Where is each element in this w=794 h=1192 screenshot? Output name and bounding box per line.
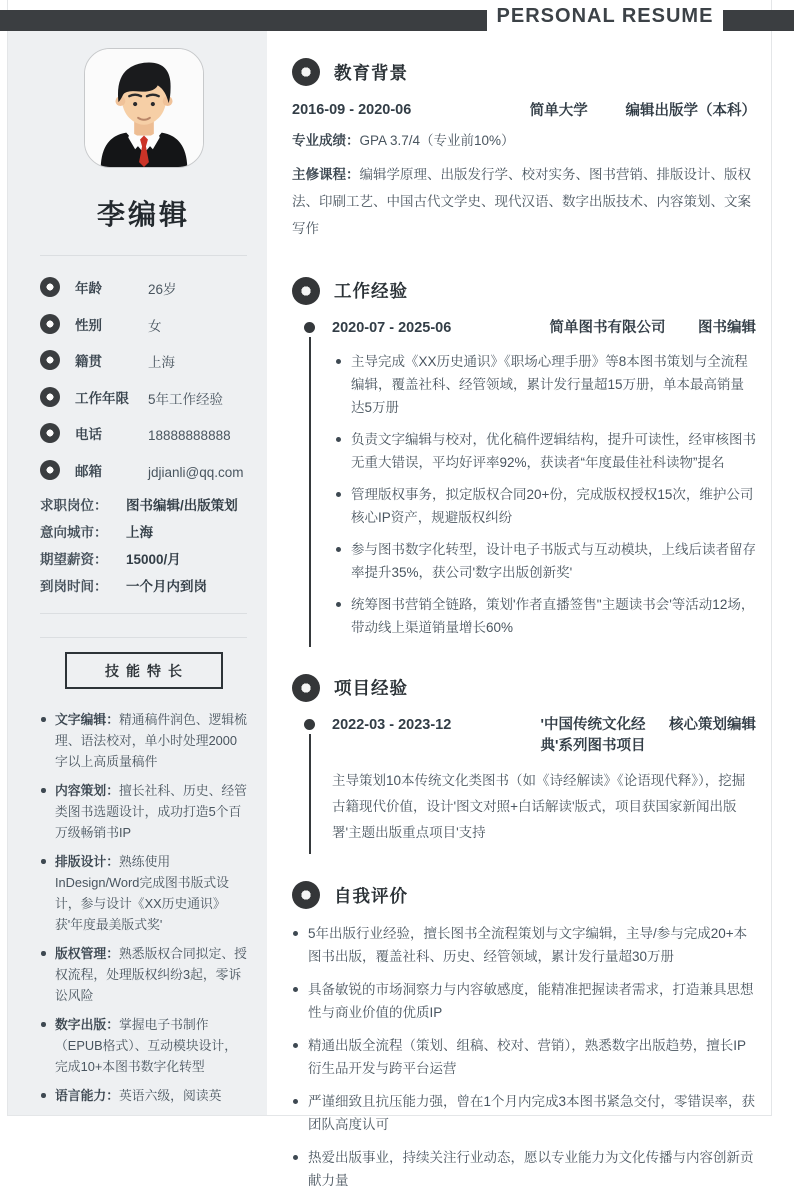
gpa-value: GPA 3.7/4（专业前10%） — [359, 133, 515, 148]
self-evaluation-list — [292, 922, 756, 1192]
skill-label: 数字出版： — [55, 1017, 119, 1033]
project-entry — [292, 715, 756, 847]
courses-label: 主修课程： — [292, 166, 360, 182]
skill-item — [40, 851, 247, 935]
intent-row — [40, 524, 247, 542]
section-project — [292, 674, 756, 847]
work-bullet: 管理版权事务，拟定版权合同20+份，完成版权授权15次，维护公司核心IP资产，规避版权纠纷 — [332, 483, 756, 529]
education-period: 2016-09 - 2020-06 — [292, 101, 412, 118]
avatar — [84, 48, 204, 168]
bullet-icon — [40, 460, 60, 480]
info-label: 年龄 — [75, 281, 102, 296]
intent-value: 15000/月 — [126, 552, 181, 567]
section-self-evaluation — [292, 881, 756, 1192]
section-education — [292, 58, 756, 242]
intent-label: 期望薪资： — [40, 552, 108, 567]
skill-label: 版权管理： — [55, 946, 119, 962]
section-title: 教育背景 — [334, 62, 408, 83]
divider — [40, 613, 247, 614]
intent-label: 意向城市： — [40, 524, 108, 540]
work-entry — [292, 318, 756, 639]
person-name: 李编辑 — [96, 199, 190, 230]
info-value: 上海 — [148, 355, 175, 371]
info-value: 18888888888 — [148, 428, 231, 444]
project-role: 核心策划编辑 — [669, 716, 756, 733]
skill-text: 英语六级，阅读英 — [118, 1088, 222, 1104]
page-title: PERSONAL RESUME — [487, 0, 723, 32]
self-evaluation-bullet: 热爱出版事业，持续关注行业动态，愿以专业能力为文化传播与内容创新贡献力量 — [292, 1146, 756, 1192]
intent-value: 图书编辑/出版策划 — [126, 497, 238, 513]
skill-text: 熟练使用InDesign/Word完成图书版式设计，参与设计《XX历史通识》获'年度最美版式奖' — [55, 854, 229, 933]
intent-row — [40, 578, 247, 596]
info-value: jdjianli@qq.com — [148, 464, 244, 480]
info-value: 5年工作经验 — [148, 391, 224, 407]
info-row — [40, 423, 247, 447]
skill-label: 排版设计： — [55, 854, 119, 870]
bullet-icon — [40, 387, 60, 407]
job-intent-list — [40, 497, 247, 597]
skill-label: 文字编辑： — [55, 712, 119, 728]
bullet-icon — [40, 350, 60, 370]
section-title: 工作经验 — [334, 281, 408, 302]
info-label: 邮箱 — [75, 463, 102, 479]
education-entry-header — [292, 99, 756, 120]
work-role: 图书编辑 — [698, 319, 756, 336]
gpa-row — [292, 131, 756, 152]
sidebar — [8, 31, 267, 1115]
courses-text: 编辑学原理、出版发行学、校对实务、图书营销、排版设计、版权法、印刷工艺、中国古代文学史、现代汉语、数字出版技术、内容策划、文案写作 — [292, 166, 751, 236]
section-bullet-icon — [292, 881, 320, 909]
work-bullet: 参与图书数字化转型，设计电子书版式与互动模块，上线后读者留存率提升35%，获公司'数字出版创新奖' — [332, 538, 756, 584]
work-company: 简单图书有限公司 — [549, 319, 666, 336]
work-entry-header — [332, 318, 756, 340]
personal-info-list — [40, 277, 247, 484]
skill-label: 语言能力： — [55, 1088, 119, 1104]
info-row — [40, 277, 247, 301]
intent-label: 到岗时间： — [40, 579, 108, 595]
work-bullet-list — [332, 350, 756, 639]
divider — [40, 637, 247, 638]
gpa-label: 专业成绩： — [292, 133, 360, 148]
self-evaluation-bullet: 具备敏锐的市场洞察力与内容敏感度，能精准把握读者需求，打造兼具思想性与商业价值的优质IP — [292, 978, 756, 1024]
info-row — [40, 460, 247, 484]
bullet-icon — [40, 277, 60, 297]
self-evaluation-bullet: 严谨细致且抗压能力强，曾在1个月内完成3本图书紧急交付，零错误率，获团队高度认可 — [292, 1090, 756, 1136]
section-title: 自我评价 — [334, 885, 408, 906]
work-bullet: 统筹图书营销全链路，策划'作者直播签售''主题读书会'等活动12场，带动线上渠道销量增长60% — [332, 593, 756, 639]
skill-text: 掌握电子书制作（EPUB格式）、互动模块设计，完成10+本图书数字化转型 — [55, 1017, 238, 1075]
skill-item — [40, 709, 247, 772]
intent-value: 一个月内到岗 — [126, 579, 207, 595]
info-row — [40, 350, 247, 374]
intent-row — [40, 551, 247, 569]
skill-text: 擅长社科、历史、经管类图书选题设计，成功打造5个百万级畅销书IP — [55, 783, 247, 841]
skill-item — [40, 780, 247, 843]
bullet-icon — [40, 314, 60, 334]
section-bullet-icon — [292, 58, 320, 86]
info-label: 籍贯 — [75, 354, 102, 370]
info-value: 女 — [148, 318, 162, 334]
section-bullet-icon — [292, 277, 320, 305]
info-label: 电话 — [75, 427, 102, 443]
education-school: 简单大学 — [529, 103, 588, 119]
self-evaluation-bullet: 精通出版全流程（策划、组稿、校对、营销），熟悉数字出版趋势，擅长IP衍生品开发与跨平台运营 — [292, 1034, 756, 1080]
courses-row — [292, 161, 756, 242]
info-value: 26岁 — [148, 282, 177, 297]
self-evaluation-bullet: 5年出版行业经验，擅长图书全流程策划与文字编辑，主导/参与完成20+本图书出版，覆盖社科、历史、经管领域，累计发行量超30万册 — [292, 922, 756, 968]
skill-label: 内容策划： — [55, 783, 119, 799]
info-label: 工作年限 — [75, 390, 129, 406]
main-content — [267, 31, 771, 1189]
project-name: '中国传统文化经典'系列图书项目 — [540, 716, 646, 755]
skill-item — [40, 1014, 247, 1077]
work-period: 2020-07 - 2025-06 — [332, 319, 452, 336]
resume-page — [7, 0, 772, 1189]
project-entry-header — [332, 715, 756, 759]
project-description: 主导策划10本传统文化类图书（如《诗经解读》《论语现代释》），挖掘古籍现代价值，设计'图文对照+白话解读'版式，项目获国家新闻出版署'主题出版重点项目'支持 — [332, 773, 746, 841]
intent-label: 求职岗位： — [40, 497, 108, 513]
work-bullet: 负责文字编辑与校对，优化稿件逻辑结构，提升可读性，经审核图书无重大错误，平均好评率92%，获读者“年度最佳社科读物”提名 — [332, 428, 756, 474]
section-title: 项目经验 — [334, 678, 408, 699]
divider — [40, 255, 247, 256]
info-row — [40, 387, 247, 411]
info-label: 性别 — [75, 317, 102, 333]
project-period: 2022-03 - 2023-12 — [332, 716, 452, 733]
section-work — [292, 277, 756, 639]
skill-text: 熟悉版权合同拟定、授权流程，处理版权纠纷3起，零诉讼风险 — [55, 946, 247, 1004]
education-major: 编辑出版学（本科） — [625, 103, 756, 119]
skill-item — [40, 943, 247, 1006]
skills-title-box: 技能特长 — [65, 652, 223, 689]
section-bullet-icon — [292, 674, 320, 702]
info-row — [40, 314, 247, 338]
intent-value: 上海 — [126, 524, 153, 540]
skill-text: 精通稿件润色、逻辑梳理、语法校对，单小时处理2000字以上高质量稿件 — [55, 712, 247, 770]
work-bullet: 主导完成《XX历史通识》《职场心理手册》等8本图书策划与全流程编辑，覆盖社科、经管领域，累计发行量超15万册，单本最高销量达5万册 — [332, 350, 756, 419]
skills-list — [40, 709, 247, 1106]
intent-row — [40, 497, 247, 515]
bullet-icon — [40, 423, 60, 443]
portrait-illustration — [85, 49, 203, 167]
skill-item — [40, 1085, 247, 1106]
